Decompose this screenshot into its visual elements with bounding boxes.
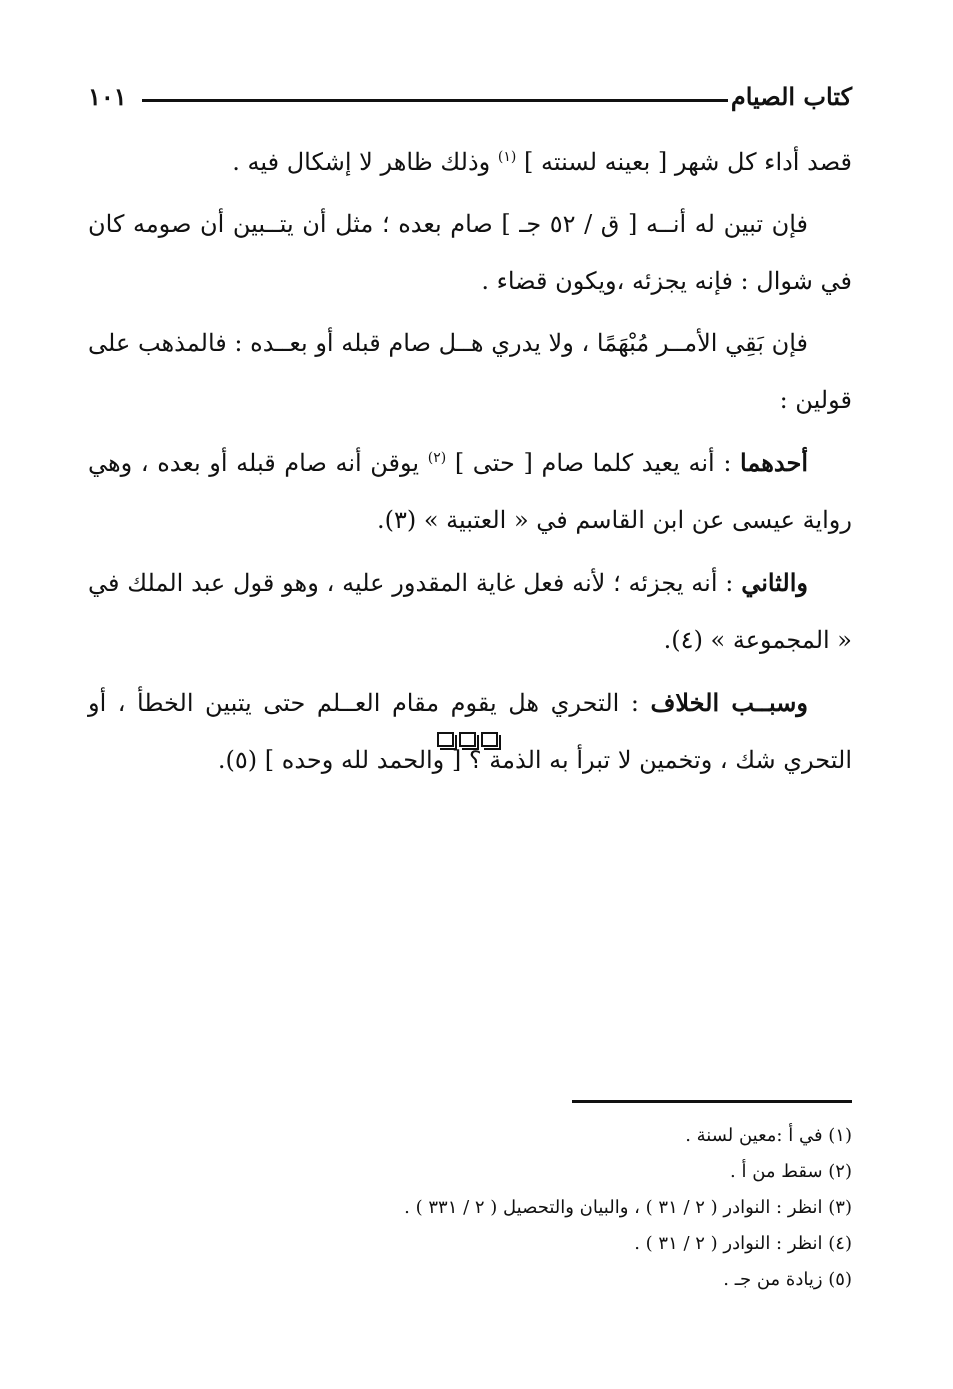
paragraph-text: فإن بَقِي الأمــر مُبْهَمًا ، ولا يدري هــل صام قبله أو بعــده : فالمذهب على قولين : (88, 329, 852, 414)
paragraph-lead: والثاني (741, 568, 808, 597)
footnote: (٥) زيادة من جـ . (723, 1269, 852, 1290)
paragraph-text: فإن تبين له أنــه [ ق / ٥٢ جـ ] صام بعده ؛ مثل أن يتــبين أن صومه كان في شوال : فإنه يجزئه ،ويكون قضاء . (88, 210, 852, 295)
page-header (88, 82, 852, 122)
paragraph-text: قصد أداء كل شهر [ بعينه لسنته ] (523, 148, 852, 176)
main-text (88, 134, 852, 794)
paragraph (88, 315, 852, 429)
square-ornament-icon (481, 732, 498, 747)
footnote-rule (572, 1100, 852, 1103)
paragraph-text: : أنه يجزئه ؛ لأنه فعل غاية المقدور عليه ، وهو قول عبد الملك في « المجموعة » (٤). (88, 569, 852, 654)
section-end-ornament (437, 732, 507, 752)
paragraph-text: : أنه يعيد كلما صام [ حتى ] (454, 449, 741, 477)
paragraph (88, 434, 852, 549)
footnote-ref: (٢) (427, 450, 447, 466)
paragraph-lead: أحدهما (740, 448, 808, 477)
page-number: ١٠١ (88, 82, 127, 111)
chapter-title: كتاب الصيام (730, 82, 852, 111)
paragraph-lead: وسبــب الخلاف (650, 688, 808, 717)
footnote: (١) في أ :معين لسنة . (685, 1125, 852, 1146)
footnote-ref: (١) (497, 149, 517, 165)
paragraph (88, 196, 852, 310)
paragraph (88, 554, 852, 669)
square-ornament-icon (437, 732, 454, 747)
footnote: (٤) انظر : النوادر ( ٢ / ٣١ ) . (634, 1233, 852, 1254)
footnotes (88, 1118, 852, 1298)
paragraph-tail: يوقن أنه صام قبله أو بعده ، وهي رواية عيسى عن ابن القاسم في « العتبية » (٣). (88, 449, 852, 534)
square-ornament-icon (459, 732, 476, 747)
paragraph-tail: وذلك ظاهر لا إشكال فيه . (232, 148, 498, 176)
header-rule (142, 99, 728, 102)
footnote: (٣) انظر : النوادر ( ٢ / ٣١ ) ، والبيان والتحصيل ( ٢ / ٣٣١ ) . (404, 1197, 852, 1218)
paragraph-text: : التحري هل يقوم مقام العــلم حتى يتبين الخطأ ، أو التحري شك ، وتخمين لا تبرأ به الذمة ؟ [ والحمد لله وحده ] (٥). (88, 689, 852, 774)
footnote: (٢) سقط من أ . (730, 1161, 852, 1182)
paragraph (88, 134, 852, 191)
